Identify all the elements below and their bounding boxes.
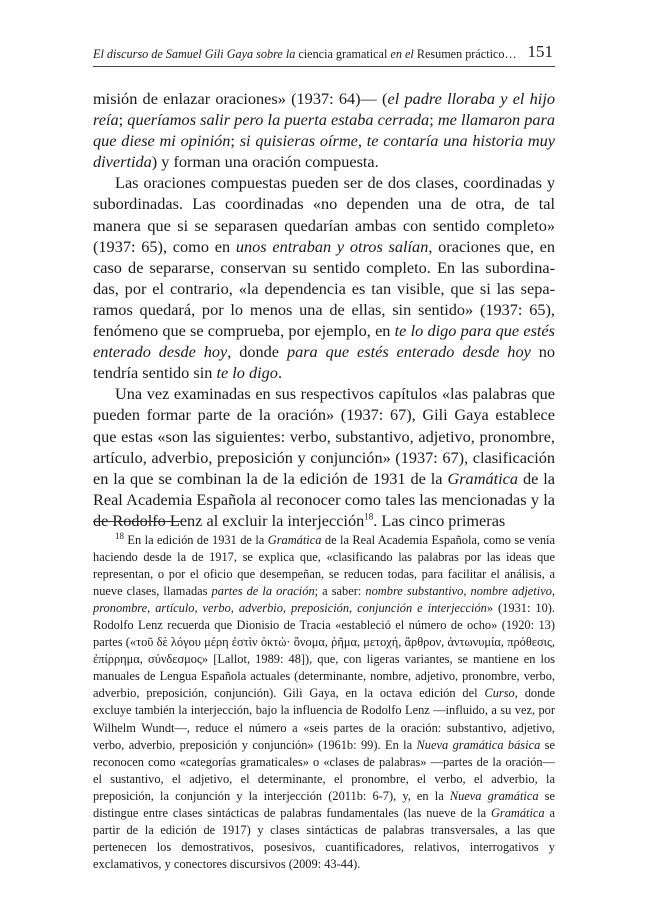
- italic-run: nombre substantivo, nombre adjetivo, pronombre, artículo, verbo, adverbio, preposición, conjunción e interjección: [93, 584, 555, 616]
- running-title-part: en el: [390, 47, 414, 61]
- italic-run: me llamaron para que diese mi opinión: [93, 110, 555, 151]
- text-run: Una vez examinadas en sus respectivos capítulos «las palabras que pueden formar parte de la oración» (1937: 67), Gili Gaya establece que estas «son las siguientes: verbo, substantivo, adjetivo, pronombre, artículo, adverbio, preposición y conjunción» (1937: 67), clasificación en la que se combinan la de la edición de 1931 de la: [93, 384, 555, 488]
- text-run: En la edición de 1931 de la: [124, 533, 268, 547]
- text-run: misión de enlazar oraciones» (1937: 64)— (: [93, 89, 388, 108]
- page-number: 151: [527, 42, 553, 61]
- italic-run: te lo digo para que estés enterado desde hoy: [93, 321, 555, 362]
- text-run: ;: [230, 131, 240, 151]
- text-run: se reconocen como «categorías gramaticales» o «clases de palabras» —partes de la oración— el sustantivo, el adjetivo, el determinante, el pronombre, el verbo, el adverbio, la preposición, la conjunción y la interjección (2011b: 6-7), y, en la: [93, 737, 555, 803]
- footnote-marker: 18: [364, 511, 374, 522]
- running-header: [93, 42, 555, 67]
- body-paragraph: [93, 88, 555, 172]
- text-run: Las oraciones compuestas pueden ser de dos clases, coordinadas y subordinadas. Las coordinadas «no dependen una de otra, de tal manera que si se separasen quedarían ambas con sentido completo» (1937: 65), como en: [93, 173, 555, 256]
- text-run: ;: [118, 110, 128, 130]
- italic-run: si quisieras oírme, te contaría una historia muy divertida: [93, 131, 555, 172]
- body-paragraph: [93, 383, 555, 531]
- text-run: .: [277, 363, 283, 383]
- text-run: » (1931: 10). Rodolfo Lenz recuerda que Dionisio de Tracia «estableció el número de ocho» (1920: 13) partes («τοῦ δὲ λόγου μέρη ἐστὶν ὀκτώ· ὄνομα, ῥῆμα, μετοχή, ἄρθρον, ἀντωνυμία, πρόθεσις, ἐπίρρημα, σύνδεσμος» [Lallot, 1989: 48]), que, con ligeras variantes, se mantiene en los manuales de Lengua Española actuales (determinante, nombre, adjetivo, pronombre, verbo, adverbio, preposición, conjunción). Gili Gaya, en la octava edición del: [93, 601, 556, 701]
- italic-run: Nueva gramática básica: [416, 737, 541, 752]
- text-run: . Las cinco primeras: [373, 510, 506, 530]
- body-paragraph: [93, 172, 555, 383]
- italic-run: el padre lloraba y el hijo reía: [93, 89, 555, 130]
- running-title-part: El discurso de Samuel Gili Gaya sobre la: [93, 47, 296, 61]
- text-run: de la Real Academia Española, como se venía haciendo desde la de 1917, se explica que, «clasificando las palabras por las ideas que representan, o por el oficio que desempeñan, se reducen todas, para facilitar el análisis, a nueve clases, llamadas: [93, 533, 555, 599]
- italic-run: Gramática: [267, 533, 322, 547]
- text-run: no tendría sentido sin: [93, 342, 556, 383]
- italic-run: Curso: [484, 686, 515, 701]
- text-run: ;: [429, 110, 438, 130]
- main-text: [93, 88, 555, 531]
- running-title-part: Resumen práctico…: [413, 47, 517, 61]
- text-run: ; a saber:: [314, 584, 366, 599]
- italic-run: partes de la oración: [211, 584, 315, 599]
- text-run: , donde: [227, 342, 287, 362]
- text-run: de la Real Academia Española al reconocer como tales las mencionadas y la de Rodolfo Lenz al excluir la interjección: [93, 468, 555, 530]
- italic-run: Nueva gramática: [449, 788, 539, 803]
- footnote: [93, 532, 555, 873]
- italic-run: te lo digo: [216, 363, 278, 383]
- footnote-separator: [93, 521, 181, 522]
- text-run: a partir de la edición de 1917) y clases sintácticas de palabras transversales, a las que pertenecen los demostrativos, posesivos, cuantificadores, relativos, interrogativos y exclamativos, y conectores discursivos (2009: 43-44).: [93, 805, 555, 871]
- italic-run: Gramática: [447, 468, 518, 488]
- text-run: , oraciones que, en caso de separarse, conservan su sentido completo. En las subordinadas, por el contrario, «la dependencia es tan visible, que si las separamos quedará, por lo menos una de ellas, sin sentido» (1937: 65), fenómeno que se comprueba, por ejemplo, en: [93, 236, 556, 341]
- text-run: , donde excluye también la interjección, bajo la influencia de Rodolfo Lenz —influido, a su vez, por Wilhelm Wundt—, reduce el número a «seis partes de la oración: substantivo, adjetivo, verbo, adverbio, preposición y conjunción» (1961b: 99). En la: [93, 686, 555, 752]
- italic-run: para que estés enterado desde hoy: [286, 342, 531, 362]
- footnote-marker: 18: [115, 530, 124, 541]
- italic-run: queríamos salir pero la puerta estaba cerrada: [127, 110, 430, 130]
- text-run: ) y forman una oración compuesta.: [151, 152, 379, 172]
- text-run: se distingue entre clases sintácticas de palabras fundamentales (las nueve de la: [93, 788, 555, 820]
- italic-run: unos entraban y otros salían: [235, 236, 429, 256]
- running-title-part: ciencia gramatical: [295, 47, 391, 61]
- running-title: [93, 47, 517, 62]
- footnote-18: [93, 532, 555, 873]
- italic-run: Gramática: [490, 805, 545, 820]
